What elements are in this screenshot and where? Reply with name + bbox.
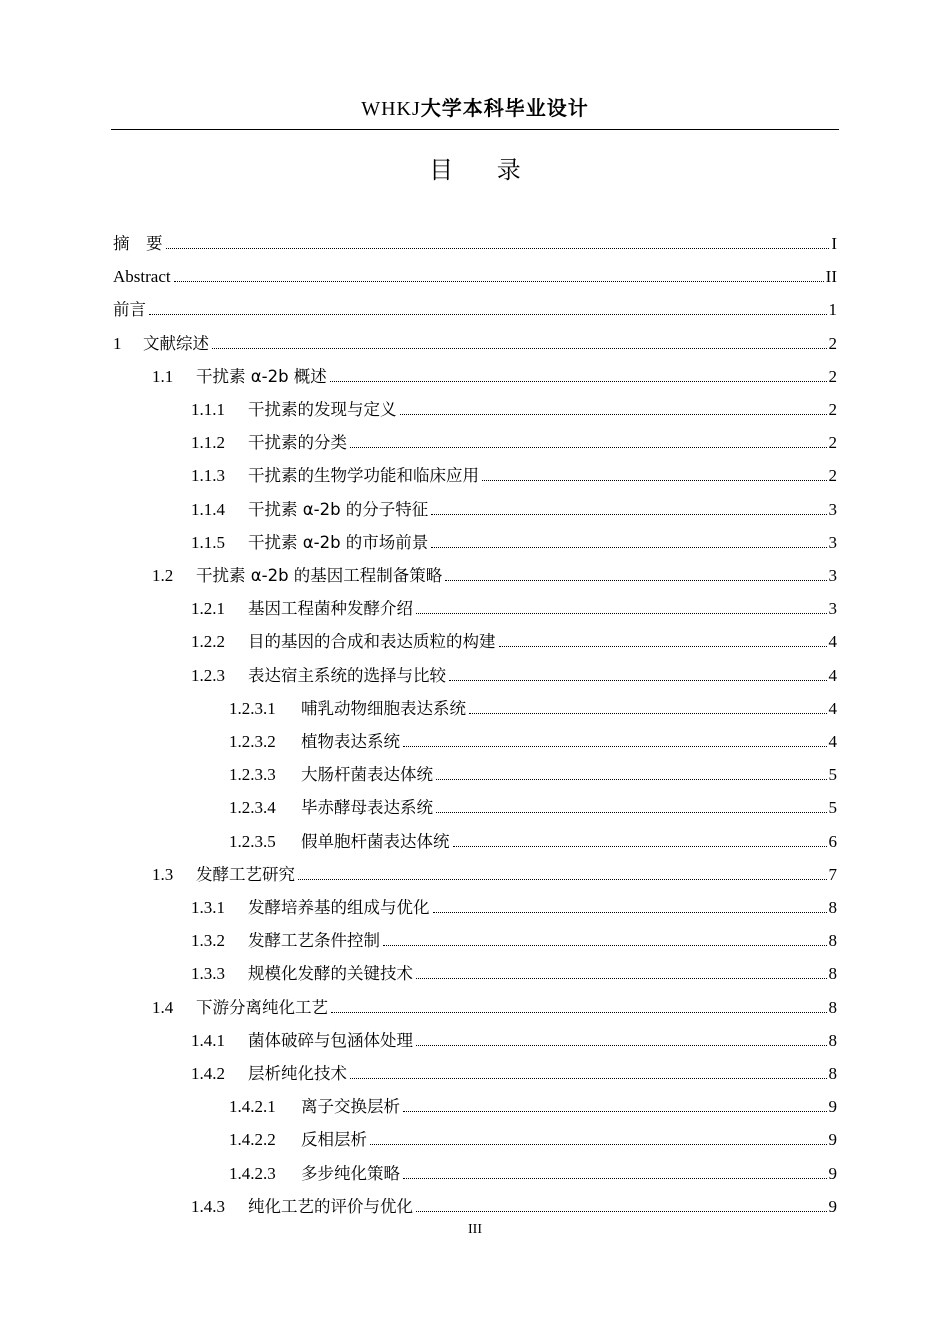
toc-leader-dots (370, 1144, 827, 1145)
toc-entry[interactable] (191, 597, 837, 621)
toc-leader-dots (331, 1012, 827, 1013)
toc-entry-number: 1.1.1 (191, 400, 225, 419)
toc-leader-dots (403, 1178, 827, 1179)
header-rule (111, 129, 839, 130)
toc-entry-label: 干扰素的发现与定义 (248, 400, 397, 419)
toc-entry-label: 菌体破碎与包涵体处理 (248, 1030, 413, 1050)
toc-entry-number: 1.4 (152, 997, 174, 1017)
toc-entry-number: 1.2.2 (191, 632, 225, 652)
toc-entry-page: 8 (828, 931, 837, 951)
toc-entry-page: 4 (828, 632, 837, 652)
toc-entry-page: 9 (828, 1130, 837, 1150)
toc-entry-page: 2 (828, 400, 837, 419)
toc-entry[interactable] (113, 298, 837, 322)
toc-entry-label: 目的基因的合成和表达质粒的构建 (248, 632, 496, 652)
page-header (0, 92, 950, 121)
toc-entry-label: 发酵工艺条件控制 (248, 931, 380, 951)
toc-entry-page: II (825, 267, 837, 287)
toc-entry[interactable] (191, 531, 837, 555)
toc-leader-dots (174, 281, 824, 282)
toc-leader-dots (400, 414, 827, 415)
toc-entry[interactable] (152, 996, 837, 1020)
toc-entry-label: 干扰素 α-2b 的分子特征 (248, 499, 429, 519)
toc-entry[interactable] (229, 697, 837, 721)
toc-leader-dots (445, 580, 826, 581)
toc-entry-number: 1.3 (152, 864, 174, 884)
toc-entry[interactable] (191, 929, 837, 953)
toc-entry-page: 4 (828, 665, 837, 685)
toc-entry[interactable] (229, 830, 837, 854)
toc-entry[interactable] (191, 1029, 837, 1053)
toc-entry-label: 干扰素 α-2b 的市场前景 (248, 532, 429, 552)
toc-entry-label: Abstract (113, 267, 171, 287)
toc-leader-dots (298, 879, 827, 880)
toc-entry[interactable] (229, 796, 837, 820)
toc-entry-number: 1.1.2 (191, 433, 225, 453)
toc-entry-label: 摘 要 (113, 234, 163, 253)
toc-leader-dots (416, 1045, 827, 1046)
toc-entry[interactable] (191, 398, 837, 422)
toc-entry-page: 3 (828, 599, 837, 619)
toc-entry-number: 1.4.1 (191, 1030, 225, 1050)
toc-entry-page: 3 (828, 499, 837, 519)
toc-entry[interactable] (191, 962, 837, 986)
toc-entry-label: 发酵培养基的组成与优化 (248, 898, 430, 917)
toc-entry-number: 1.4.2.2 (229, 1130, 276, 1150)
toc-entry-number: 1.1.3 (191, 466, 225, 486)
toc-entry-page: 9 (828, 1196, 837, 1216)
toc-entry-page: 8 (828, 1030, 837, 1050)
toc-entry-page: 6 (828, 831, 837, 851)
toc-entry-label: 植物表达系统 (301, 732, 400, 751)
toc-entry[interactable] (191, 664, 837, 688)
toc-entry-page: 9 (828, 1097, 837, 1117)
toc-leader-dots (482, 480, 827, 481)
toc-leader-dots (416, 1211, 827, 1212)
toc-entry-label: 表达宿主系统的选择与比较 (248, 665, 446, 685)
toc-leader-dots (403, 1111, 827, 1112)
toc-entry-number: 1.4.3 (191, 1196, 225, 1216)
toc-entry-page: 2 (828, 466, 837, 486)
toc-entry-label: 层析纯化技术 (248, 1064, 347, 1083)
toc-entry-label: 毕赤酵母表达系统 (301, 798, 433, 818)
toc-entry[interactable] (113, 332, 837, 356)
toc-leader-dots (212, 348, 827, 349)
toc-entry-label: 反相层析 (301, 1130, 367, 1150)
toc-entry-page: 4 (828, 698, 837, 718)
toc-entry-number: 1.2.3.5 (229, 831, 276, 851)
toc-entry-page: 5 (828, 765, 837, 785)
toc-leader-dots (499, 646, 827, 647)
toc-leader-dots (403, 746, 827, 747)
toc-entry-number: 1.4.2.1 (229, 1097, 276, 1117)
toc-entry-number: 1.4.2 (191, 1064, 225, 1083)
toc-entry-number: 1.3.3 (191, 964, 225, 984)
toc-leader-dots (166, 248, 830, 249)
toc-entry-number: 1.1 (152, 366, 174, 386)
toc-leader-dots (431, 547, 826, 548)
toc-entry[interactable] (191, 1062, 837, 1086)
toc-entry-number: 1.3.2 (191, 931, 225, 951)
toc-leader-dots (330, 381, 827, 382)
toc-entry-label: 规模化发酵的关键技术 (248, 964, 413, 984)
toc-leader-dots (436, 779, 827, 780)
toc-entry[interactable] (191, 1195, 837, 1219)
toc-entry-page: 3 (828, 532, 837, 552)
toc-entry-label: 干扰素的分类 (248, 433, 347, 453)
toc-entry[interactable] (152, 365, 837, 389)
toc-entry-page: 1 (828, 300, 837, 320)
toc-entry-page: 8 (828, 964, 837, 984)
toc-entry-number: 1.2.1 (191, 599, 225, 619)
toc-entry[interactable] (229, 763, 837, 787)
toc-entry-label: 文献综述 (143, 333, 209, 353)
toc-entry-number: 1 (113, 333, 122, 353)
toc-entry[interactable] (229, 1095, 837, 1119)
toc-leader-dots (416, 613, 827, 614)
toc-entry-label: 前言 (113, 300, 146, 320)
toc-entry-label: 干扰素 α-2b 概述 (196, 366, 327, 386)
toc-entry[interactable] (191, 498, 837, 522)
toc-entry-number: 1.2.3.3 (229, 765, 276, 785)
toc-entry-label: 下游分离纯化工艺 (196, 997, 328, 1017)
toc-leader-dots (433, 912, 827, 913)
toc-entry[interactable] (191, 896, 837, 920)
toc-entry-page: 2 (828, 366, 837, 386)
toc-entry-page: 3 (828, 566, 837, 585)
toc-leader-dots (449, 680, 827, 681)
toc-leader-dots (431, 514, 826, 515)
toc-entry-label: 干扰素 α-2b 的基因工程制备策略 (196, 566, 443, 585)
toc-entry-label: 发酵工艺研究 (196, 864, 295, 884)
toc-entry-page: 7 (828, 864, 837, 884)
toc-entry-page: 2 (828, 333, 837, 353)
toc-entry-page: 9 (828, 1163, 837, 1183)
toc-entry[interactable] (113, 265, 837, 289)
toc-entry-number: 1.2 (152, 566, 174, 585)
toc-leader-dots (350, 447, 827, 448)
toc-entry[interactable] (152, 564, 837, 588)
toc-entry[interactable] (229, 1162, 837, 1186)
toc-entry-label: 大肠杆菌表达体统 (301, 765, 433, 785)
toc-entry-page: 2 (828, 433, 837, 453)
toc-entry-page: 5 (828, 798, 837, 818)
toc-entry-number: 1.2.3.4 (229, 798, 276, 818)
toc-entry-page: 8 (828, 997, 837, 1017)
toc-entry-number: 1.2.3.1 (229, 698, 276, 718)
toc-entry[interactable] (229, 730, 837, 754)
toc-leader-dots (350, 1078, 827, 1079)
toc-leader-dots (453, 846, 827, 847)
toc-leader-dots (149, 314, 827, 315)
toc-entry[interactable] (191, 630, 837, 654)
toc-entry-label: 干扰素的生物学功能和临床应用 (248, 466, 479, 486)
toc-entry-page: 8 (828, 1064, 837, 1083)
toc-title: 目 录 (429, 156, 539, 184)
toc-entry-number: 1.1.5 (191, 532, 225, 552)
toc-entry-number: 1.1.4 (191, 499, 225, 519)
toc-entry[interactable] (113, 232, 837, 256)
toc-entry-number: 1.3.1 (191, 898, 225, 917)
toc-entry-number: 1.2.3 (191, 665, 225, 685)
toc-entry-page: I (831, 234, 837, 253)
page-number: III (468, 1222, 482, 1237)
toc-entry-label: 纯化工艺的评价与优化 (248, 1196, 413, 1216)
toc-entry[interactable] (191, 431, 837, 455)
header-latin: WHKJ (361, 98, 421, 120)
toc-leader-dots (416, 978, 827, 979)
toc-entry-label: 多步纯化策略 (301, 1163, 400, 1183)
toc-entry-page: 4 (828, 732, 837, 751)
header-university-title: 大学本科毕业设计 (420, 96, 589, 120)
toc-leader-dots (436, 812, 827, 813)
toc-leader-dots (383, 945, 827, 946)
toc-entry-label: 哺乳动物细胞表达系统 (301, 698, 466, 718)
toc-entry-page: 8 (828, 898, 837, 917)
toc-entry[interactable] (152, 863, 837, 887)
toc-leader-dots (469, 713, 827, 714)
toc-entry[interactable] (191, 464, 837, 488)
toc-entry-label: 离子交换层析 (301, 1097, 400, 1117)
toc-entry-number: 1.2.3.2 (229, 732, 276, 751)
toc-entry-label: 假单胞杆菌表达体统 (301, 831, 450, 851)
toc-entry[interactable] (229, 1128, 837, 1152)
toc-entry-number: 1.4.2.3 (229, 1163, 276, 1183)
toc-entry-label: 基因工程菌种发酵介绍 (248, 599, 413, 619)
